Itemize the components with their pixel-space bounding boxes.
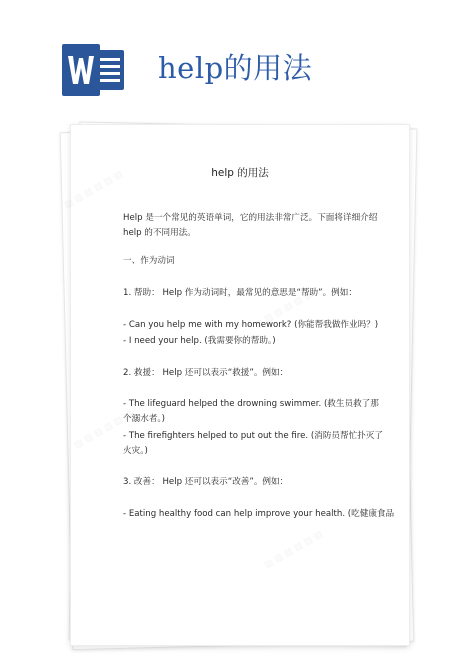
watermark: ▨ ▨ ▨ ▨ ▨ ▨ — [62, 169, 125, 211]
header-banner — [0, 0, 474, 118]
word-icon — [60, 44, 128, 96]
document-title: help 的用法 — [211, 167, 269, 179]
example-line: - The lifeguard helped the drowning swimmer. (救生员救了那个溺水者。) — [123, 399, 379, 424]
example-line: - The firefighters helped to put out the fire. (消防员帮忙扑灭了火灾。) — [123, 431, 383, 456]
section-heading: 一、作为动词 — [123, 256, 175, 266]
header-title: help的用法 — [158, 51, 313, 85]
document-page — [62, 124, 410, 646]
list-item-heading: 1. 帮助： Help 作为动词时，最常见的意思是“帮助”。例如： — [123, 288, 357, 298]
watermark: ▨ ▨ ▨ ▨ ▨ ▨ — [72, 409, 135, 451]
watermark: ▨ ▨ ▨ ▨ ▨ ▨ — [252, 289, 315, 331]
example-line: - Can you help me with my homework? (你能帮我做作业吗？) — [123, 320, 379, 330]
paragraph-intro: Help 是一个常见的英语单词，它的用法非常广泛。下面将详细介绍 help 的不同用法。 — [123, 213, 378, 238]
example-line: - Eating healthy food can help improve your health. (吃健康食品 — [123, 509, 395, 519]
list-item-heading: 3. 改善： Help 还可以表示“改善”。例如： — [123, 477, 289, 487]
watermark: ▨ ▨ ▨ ▨ ▨ ▨ — [262, 529, 325, 571]
list-item-heading: 2. 救援： Help 还可以表示“救援”。例如： — [123, 368, 289, 378]
example-line: - I need your help. (我需要你的帮助。) — [123, 336, 276, 346]
